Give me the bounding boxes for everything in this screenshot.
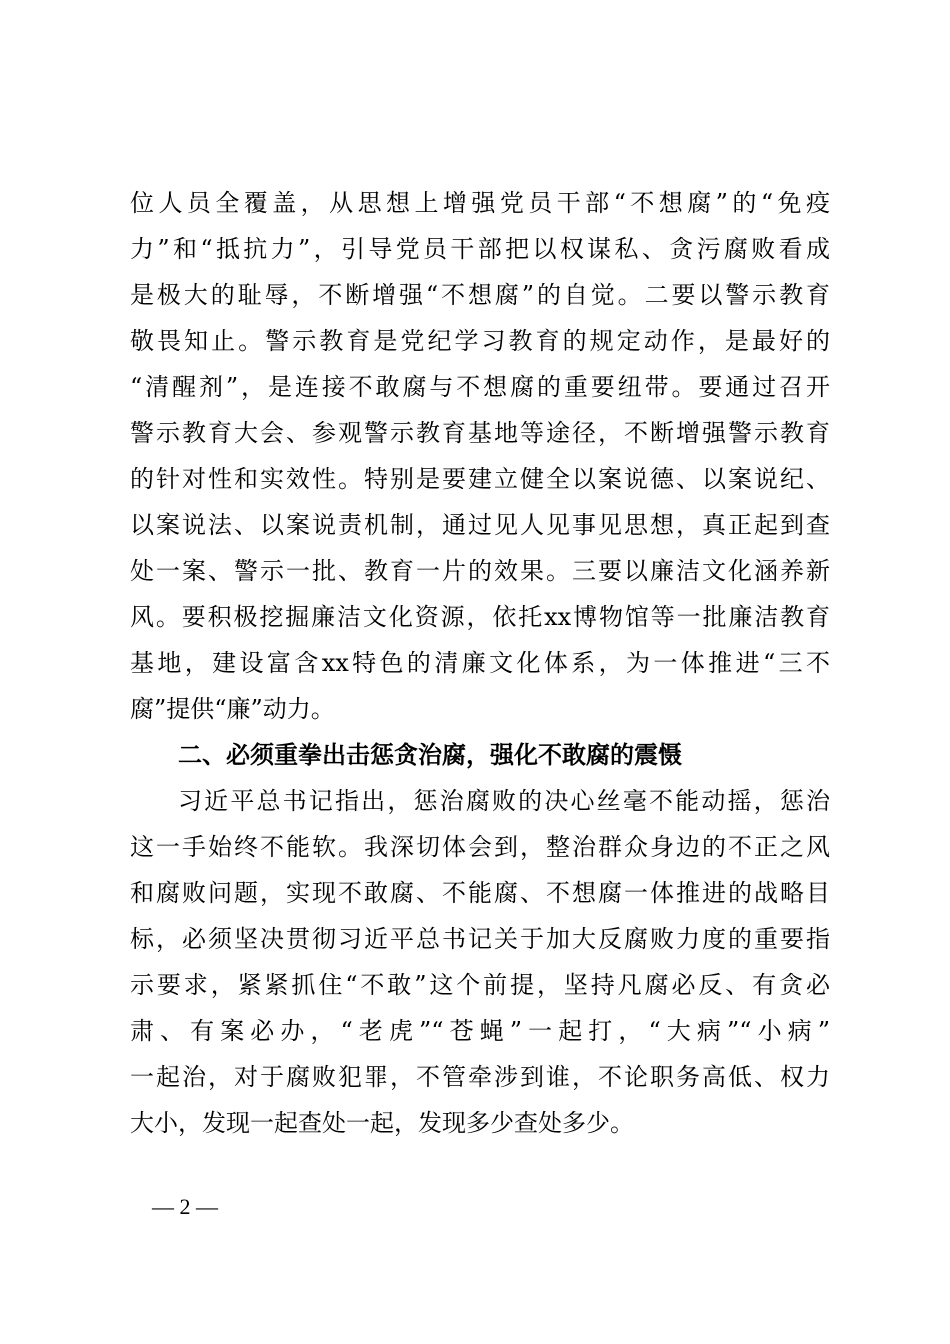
text-line: 示要求，紧紧抓住“不敢”这个前提，坚持凡腐必反、有贪必 xyxy=(130,971,830,999)
text-line: 位人员全覆盖，从思想上增强党员干部“不想腐”的“免疫 xyxy=(130,189,830,217)
text-line: 习近平总书记指出，惩治腐败的决心丝毫不能动摇，惩治 xyxy=(178,787,830,815)
text-line: 和腐败问题，实现不敢腐、不能腐、不想腐一体推进的战略目 xyxy=(130,879,830,907)
text-line: 力”和“抵抗力”，引导党员干部把以权谋私、贪污腐败看成 xyxy=(130,235,830,263)
section-heading: 二、必须重拳出击惩贪治腐，强化不敢腐的震慑 xyxy=(178,741,682,769)
text-line: 一起治，对于腐败犯罪，不管牵涉到谁，不论职务高低、权力 xyxy=(130,1063,830,1091)
section2-paragraph xyxy=(130,778,830,1146)
text-line: 肃、有案必办，“老虎”“苍蝇”一起打，“大病”“小病” xyxy=(130,1017,830,1045)
text-line: 基地，建设富含xx特色的清廉文化体系，为一体推进“三不 xyxy=(130,649,830,677)
text-line: 这一手始终不能软。我深切体会到，整治群众身边的不正之风 xyxy=(130,833,830,861)
page-number: — 2 — xyxy=(152,1194,218,1219)
text-line: 腐”提供“廉”动力。 xyxy=(130,695,335,723)
section1-paragraph xyxy=(130,180,830,732)
text-line: 的针对性和实效性。特别是要建立健全以案说德、以案说纪、 xyxy=(130,465,830,493)
text-line: 处一案、警示一批、教育一片的效果。三要以廉洁文化涵养新 xyxy=(130,557,830,585)
text-line: 是极大的耻辱，不断增强“不想腐”的自觉。二要以警示教育 xyxy=(130,281,830,309)
text-line: 警示教育大会、参观警示教育基地等途径，不断增强警示教育 xyxy=(130,419,830,447)
text-line: “清醒剂”，是连接不敢腐与不想腐的重要纽带。要通过召开 xyxy=(130,373,830,401)
text-line: 标，必须坚决贯彻习近平总书记关于加大反腐败力度的重要指 xyxy=(130,925,830,953)
text-line: 以案说法、以案说责机制，通过见人见事见思想，真正起到查 xyxy=(130,511,830,539)
text-line: 敬畏知止。警示教育是党纪学习教育的规定动作，是最好的 xyxy=(130,327,830,355)
body-text xyxy=(130,180,830,1146)
text-line: 风。要积极挖掘廉洁文化资源，依托xx博物馆等一批廉洁教育 xyxy=(130,603,830,631)
text-line: 大小，发现一起查处一起，发现多少查处多少。 xyxy=(130,1109,634,1137)
